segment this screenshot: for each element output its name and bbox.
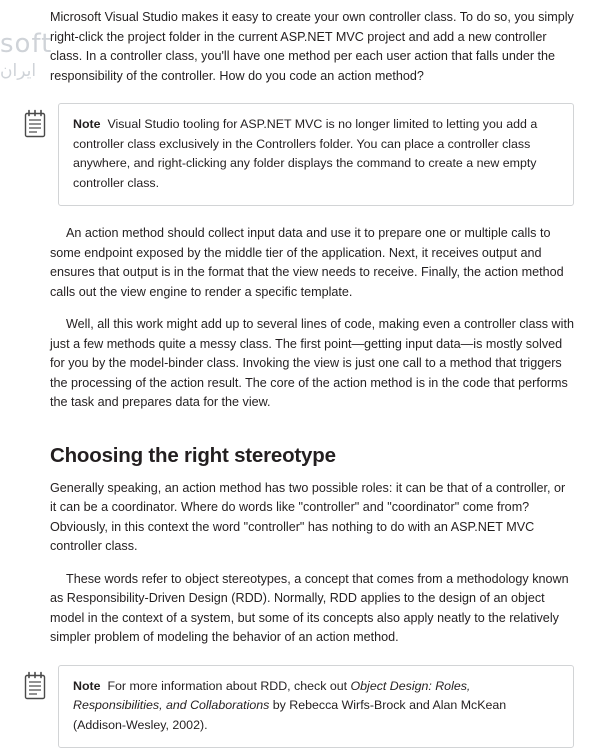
- note-1-label: Note: [73, 117, 101, 131]
- watermark-line1: soft: [0, 29, 52, 59]
- note-2-body-before: For more information about RDD, check out: [107, 679, 350, 693]
- note-callout-1: [50, 103, 574, 206]
- note-box-2: [58, 665, 574, 748]
- paragraph-rdd: These words refer to object stereotypes, a concept that comes from a methodology known as Responsibility-Driven Design (RDD). Normally, RDD applies to the design of an object model in the context of a system, but some of its concepts also apply neatly to the relatively simpler problem of modeling the behavior of an action method.: [50, 570, 574, 648]
- paragraph-intro: Microsoft Visual Studio makes it easy to create your own controller class. To do so, you simply right-click the project folder in the current ASP.NET MVC project and add a new controller class. In a controller class, you'll have one method per each user action that falls under the responsibility of the controller. How do you code an action method?: [50, 8, 574, 86]
- paragraph-action-method: An action method should collect input data and use it to prepare one or multiple calls to some endpoint exposed by the middle tier of the application. Next, it receives output and ensures that output is in the format that the view needs to receive. Finally, the action method calls out the view engine to render a specific template.: [50, 224, 574, 302]
- paragraph-messy-class: Well, all this work might add up to several lines of code, making even a controller class with just a few methods quite a messy class. The first point—getting input data—is mostly solved for you by the model-binder class. Invoking the view is just one call to a method that triggers the processing of the action result. The core of the action method is in the code that performs the task and prepares data for the view.: [50, 315, 574, 413]
- notepad-icon: [18, 109, 52, 139]
- note-1-body: Visual Studio tooling for ASP.NET MVC is no longer limited to letting you add a controller class exclusively in the Controllers folder. You can place a controller class anywhere, and right-clicking any folder displays the command to create a new empty controller class.: [73, 117, 537, 190]
- note-callout-2: [50, 665, 574, 748]
- note-2-label: Note: [73, 679, 101, 693]
- note-2-book-title: Object Design: Roles, Responsibilities, and Collaborations: [73, 679, 470, 713]
- watermark-line2: ایران: [0, 62, 60, 82]
- notepad-icon: [18, 671, 52, 701]
- note-2-text: [73, 677, 559, 736]
- note-2-body-after: by Rebecca Wirfs-Brock and Alan McKean (Addison-Wesley, 2002).: [73, 698, 506, 732]
- note-box-1: [58, 103, 574, 206]
- paragraph-roles: Generally speaking, an action method has two possible roles: it can be that of a controller, or it can be a coordinator. Where do words like "controller" and "coordinator" come from? Obviously, in this context the word "controller" has nothing to do with an ASP.NET MVC controller class.: [50, 479, 574, 557]
- section-heading-stereotype: Choosing the right stereotype: [50, 444, 574, 468]
- note-1-text: [73, 115, 559, 193]
